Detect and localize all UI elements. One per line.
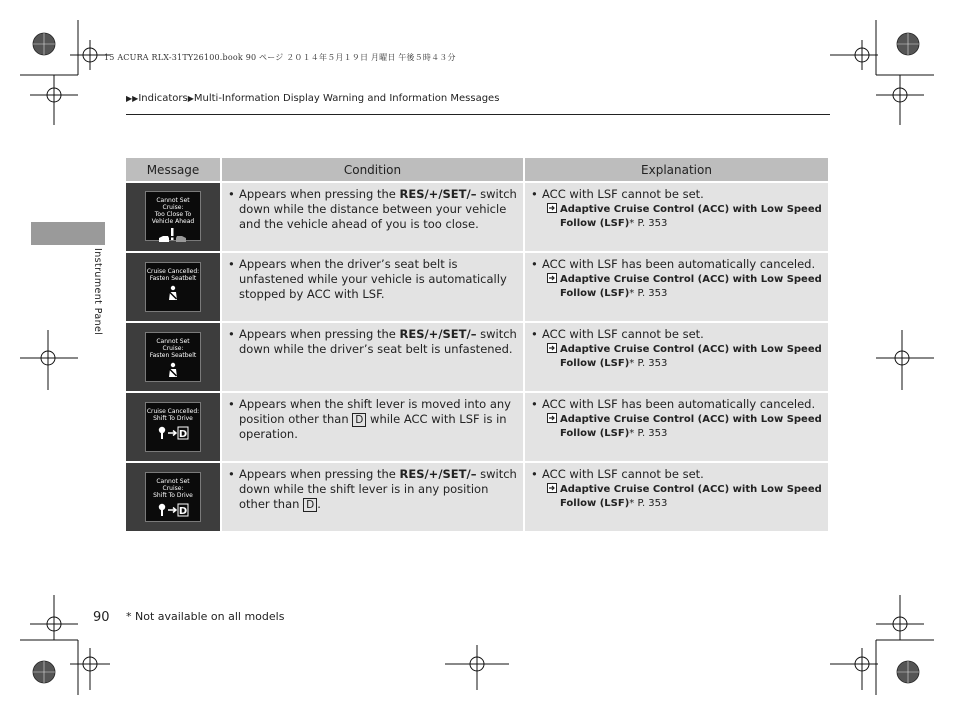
shift-to-drive-icon — [146, 502, 200, 518]
condition-cell: • Appears when pressing the RES/+/SET/– switch down while the driver’s seat belt is unfastened. — [222, 323, 523, 391]
screen-text-line1: Cruise Cancelled: — [146, 268, 200, 275]
screen-text-line2: Too Close To — [154, 211, 192, 218]
reference-link[interactable]: Adaptive Cruise Control (ACC) with Low Speed Follow (LSF)* P. 353 — [547, 203, 822, 231]
display-screen — [145, 472, 201, 522]
reference-arrow-icon — [547, 483, 560, 511]
reference-link[interactable]: Adaptive Cruise Control (ACC) with Low Speed Follow (LSF)* P. 353 — [547, 413, 822, 441]
breadcrumb-separator: ▶ — [187, 94, 194, 103]
message-cell — [126, 183, 220, 251]
message-cell — [126, 463, 220, 531]
reference-link[interactable]: Adaptive Cruise Control (ACC) with Low Speed Follow (LSF)* P. 353 — [547, 343, 822, 371]
screen-text-line2: Shift To Drive — [153, 415, 193, 422]
gear-d-symbol: D — [352, 413, 366, 427]
breadcrumb-arrows: ▶▶ — [126, 94, 139, 103]
warning-messages-table — [124, 156, 830, 533]
explanation-cell: • ACC with LSF cannot be set. Adaptive Cruise Control (ACC) with Low Speed Follow (LSF)* P. 353 — [525, 183, 828, 251]
reference-arrow-icon — [547, 343, 560, 371]
screen-text-line2: Fasten Seatbelt — [149, 352, 197, 359]
screen-text-line1: Cruise Cancelled: — [146, 408, 200, 415]
screen-text-line2: Fasten Seatbelt — [149, 275, 197, 282]
display-screen — [145, 191, 201, 241]
condition-cell: • Appears when pressing the RES/+/SET/– switch down while the distance between your vehicle and the vehicle ahead of you is too close. — [222, 183, 523, 251]
screen-text-line1: Cannot Set Cruise: — [156, 478, 190, 492]
display-screen — [145, 332, 201, 382]
header-condition: Condition — [222, 158, 523, 181]
gear-d-symbol: D — [303, 498, 317, 512]
condition-cell: • Appears when pressing the RES/+/SET/– switch down while the shift lever is in any position other than D . — [222, 463, 523, 531]
explanation-cell: • ACC with LSF cannot be set. Adaptive Cruise Control (ACC) with Low Speed Follow (LSF)* P. 353 — [525, 323, 828, 391]
display-screen — [145, 402, 201, 452]
section-tab[interactable] — [31, 222, 105, 245]
table-row — [126, 393, 828, 461]
explanation-cell: • ACC with LSF has been automatically canceled. Adaptive Cruise Control (ACC) with Low Speed Follow (LSF)* P. 353 — [525, 253, 828, 321]
table-row — [126, 323, 828, 391]
reference-link[interactable]: Adaptive Cruise Control (ACC) with Low Speed Follow (LSF)* P. 353 — [547, 483, 822, 511]
message-cell — [126, 323, 220, 391]
header-message: Message — [126, 158, 220, 181]
shift-to-drive-icon — [146, 425, 200, 441]
display-screen — [145, 262, 201, 312]
table-row — [126, 253, 828, 321]
file-header: 15 ACURA RLX-31TY26100.book 90 ページ ２０１４年５月１９日 月曜日 午後５時４３分 — [104, 53, 456, 62]
message-cell — [126, 393, 220, 461]
header-explanation: Explanation — [525, 158, 828, 181]
table-row — [126, 463, 828, 531]
message-cell — [126, 253, 220, 321]
seatbelt-icon — [146, 362, 200, 378]
warning-exclamation-icon — [146, 228, 200, 244]
breadcrumb-current: Multi-Information Display Warning and Information Messages — [193, 93, 500, 104]
condition-cell: • Appears when the driver’s seat belt is unfastened while your vehicle is automatically stopped by ACC with LSF. — [222, 253, 523, 321]
table-row — [126, 183, 828, 251]
screen-text-line3: Vehicle Ahead — [151, 218, 195, 225]
reference-link[interactable]: Adaptive Cruise Control (ACC) with Low Speed Follow (LSF)* P. 353 — [547, 273, 822, 301]
reference-arrow-icon — [547, 203, 560, 231]
page-number: 90 — [93, 610, 110, 625]
explanation-cell: • ACC with LSF has been automatically canceled. Adaptive Cruise Control (ACC) with Low Speed Follow (LSF)* P. 353 — [525, 393, 828, 461]
footnote: * Not available on all models — [126, 610, 285, 623]
screen-text-line2: Shift To Drive — [153, 492, 193, 499]
seatbelt-icon — [146, 285, 200, 301]
reference-arrow-icon — [547, 273, 560, 301]
breadcrumb — [126, 93, 499, 104]
screen-text-line1: Cannot Set Cruise: — [156, 338, 190, 352]
reference-arrow-icon — [547, 413, 560, 441]
breadcrumb-link-indicators[interactable]: Indicators — [138, 93, 188, 104]
svg-text:D: D — [178, 429, 188, 440]
svg-text:D: D — [178, 506, 188, 517]
explanation-cell: • ACC with LSF cannot be set. Adaptive Cruise Control (ACC) with Low Speed Follow (LSF)* P. 353 — [525, 463, 828, 531]
table-header — [126, 158, 828, 181]
section-label: Instrument Panel — [92, 248, 103, 336]
header-rule — [126, 114, 830, 115]
condition-cell: • Appears when the shift lever is moved into any position other than D while ACC with LSF is in operation. — [222, 393, 523, 461]
screen-text-line1: Cannot Set Cruise: — [156, 197, 190, 211]
